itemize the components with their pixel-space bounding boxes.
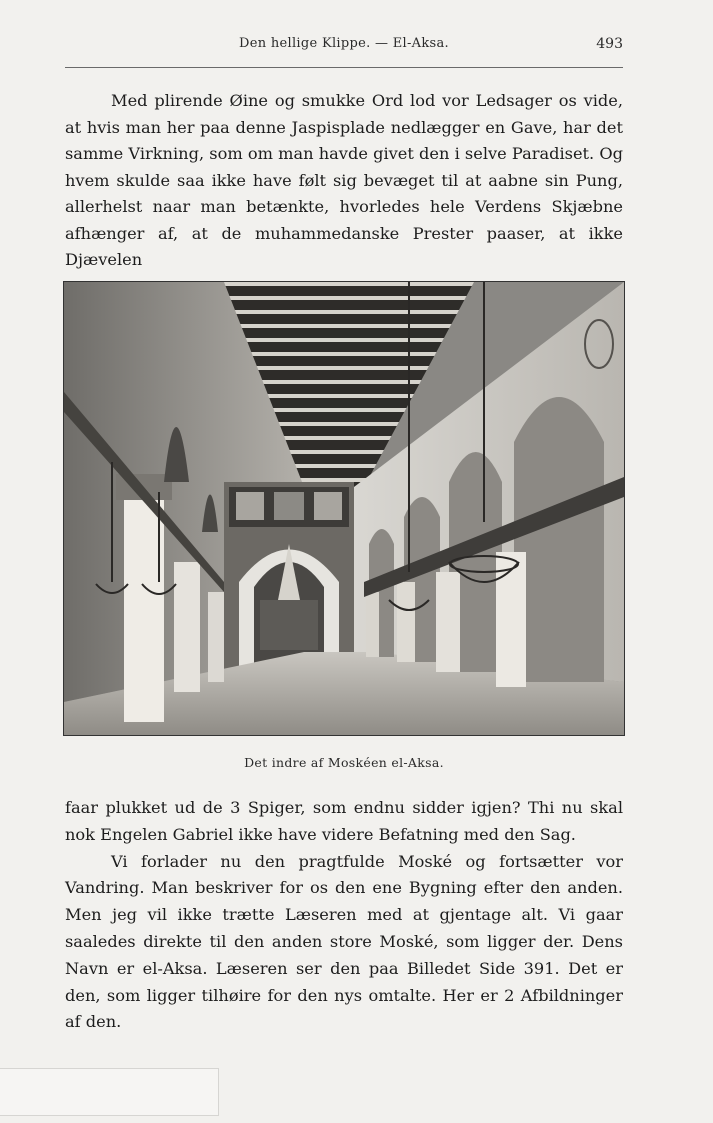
mosque-interior-photo [63,281,625,736]
running-head [65,36,623,58]
paragraph: faar plukket ud de 3 Spiger, som endnu sidder igjen? Thi nu skal nok Engelen Gabriel ikke have videre Befatning med den Sag. [65,798,623,844]
body-text-top [65,88,623,274]
paragraph: Med plirende Øine og smukke Ord lod vor Ledsager os vide, at hvis man her paa denne Jaspisplade nedlægger en Gave, har det samme Virkning, som om man havde givet den i selve Paradiset. Og hvem skulde saa ikke have følt sig bevæget til at aabne sin Pung, allerhelst naar man betænkte, hvorledes hele Verdens Skjæbne afhænger af, at de muhammedanske Prester paaser, at ikke Djævelen [65,91,623,269]
header-rule [65,67,623,68]
paragraph: Vi forlader nu den pragtfulde Moské og fortsætter vor Vandring. Man beskriver for os den ene Bygning efter den anden. Men jeg vil ikke trætte Læseren med at gjentage alt. Vi gaar saaledes direkte til den anden store Moské, som ligger der. Dens Navn er el-Aksa. Læseren ser den paa Billedet Side 391. Det er den, som ligger tilhøire for den nys omtalte. Her er 2 Afbildninger af den. [65,851,623,1032]
photo-illustration [64,282,624,735]
running-title: Den hellige Klippe. — El-Aksa. [239,36,449,51]
page-number: 493 [596,36,623,52]
figure-caption: Det indre af Moskéen el-Aksa. [244,755,444,770]
body-text-bottom [65,795,623,1036]
library-slip [0,1068,219,1116]
